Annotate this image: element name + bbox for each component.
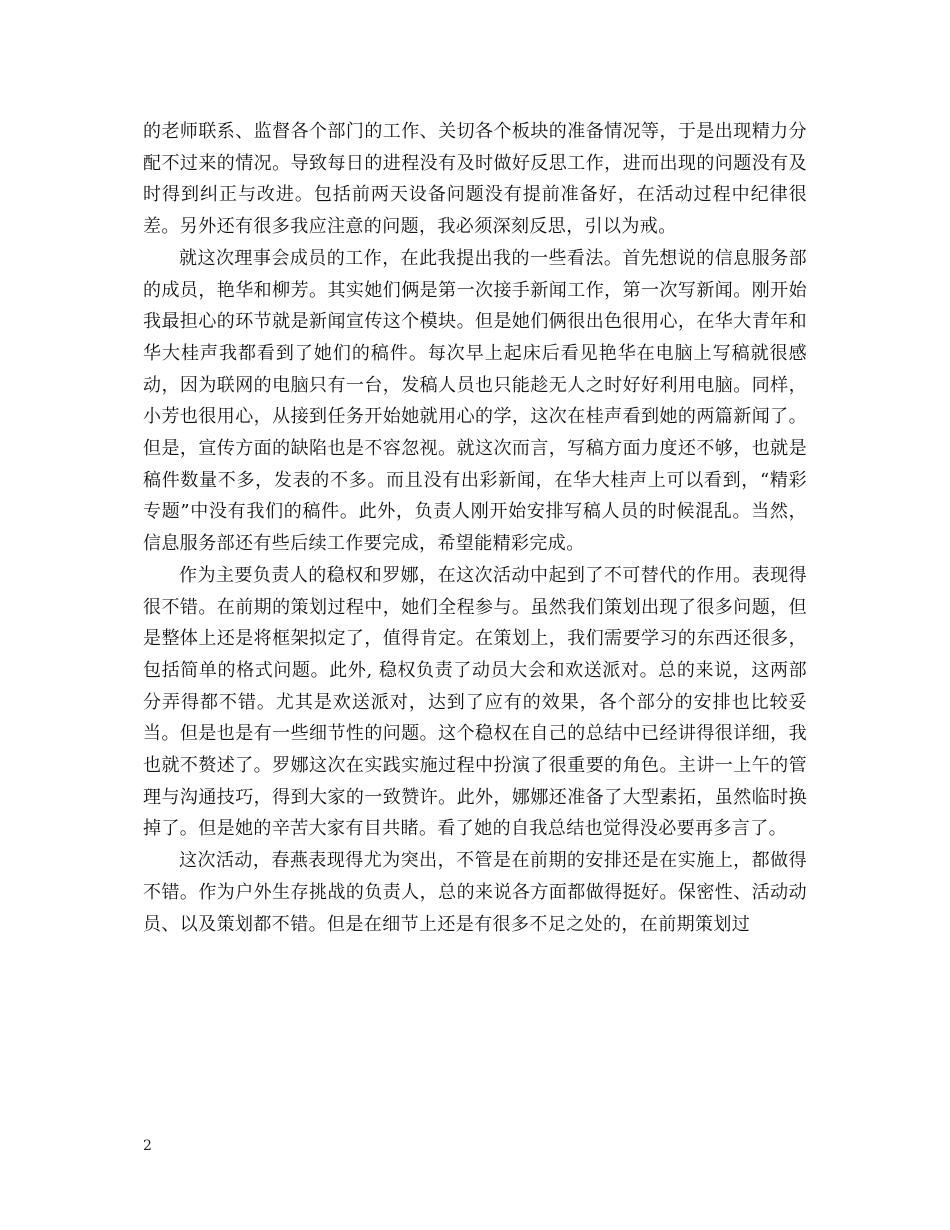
paragraph-chunyan: 这次活动，春燕表现得尤为突出，不管是在前期的安排还是在实施上，都做得不错。作为户外生存挑战的负责人，总的来说各方面都做得挺好。保密性、活动动员、以及策划都不错。但是在细节上还是有很多不足之处的，在前期策划过 — [143, 850, 807, 935]
page-number: 2 — [143, 1138, 152, 1154]
body-text — [143, 116, 807, 940]
paragraph-council-members: 就这次理事会成员的工作，在此我提出我的一些看法。首先想说的信息服务部的成员，艳华和柳芳。其实她们俩是第一次接手新闻工作，第一次写新闻。刚开始我最担心的环节就是新闻宣传这个模块。但是她们俩很出色很用心，在华大青年和华大桂声我都看到了她们的稿件。每次早上起床后看见艳华在电脑上写稿就很感动，因为联网的电脑只有一台，发稿人员也只能趁无人之时好好利用电脑。同样，小芳也很用心，从接到任务开始她就用心的学，这次在桂声看到她的两篇新闻了。但是，宣传方面的缺陷也是不容忽视。就这次而言，写稿方面力度还不够，也就是稿件数量不多，发表的不多。而且没有出彩新闻，在华大桂声上可以看到，“精彩专题”中没有我们的稿件。此外，负责人刚开始安排写稿人员的时候混乱。当然，信息服务部还有些后续工作要完成，希望能精彩完成。 — [143, 247, 807, 555]
paragraph-continued: 的老师联系、监督各个部门的工作、关切各个板块的准备情况等，于是出现精力分配不过来的情况。导致每日的进程没有及时做好反思工作，进而出现的问题没有及时得到纠正与改进。包括前两天设备问题没有提前准备好，在活动过程中纪律很差。另外还有很多我应注意的问题，我必须深刻反思，引以为戒。 — [143, 121, 807, 238]
paragraph-main-leaders: 作为主要负责人的稳权和罗娜，在这次活动中起到了不可替代的作用。表现得很不错。在前期的策划过程中，她们全程参与。虽然我们策划出现了很多问题，但是整体上还是将框架拟定了，值得肯定。在策划上，我们需要学习的东西还很多，包括简单的格式问题。此外, 稳权负责了动员大会和欢送派对。总的来说，这两部分弄得都不错。尤其是欢送派对，达到了应有的效果，各个部分的安排也比较妥当。但是也是有一些细节性的问题。这个稳权在自己的总结中已经讲得很详细，我也就不赘述了。罗娜这次在实践实施过程中扮演了很重要的角色。主讲一上午的管理与沟通技巧，得到大家的一致赞许。此外，娜娜还准备了大型素拓，虽然临时换掉了。但是她的辛苦大家有目共睹。看了她的自我总结也觉得没必要再多言了。 — [143, 564, 807, 840]
